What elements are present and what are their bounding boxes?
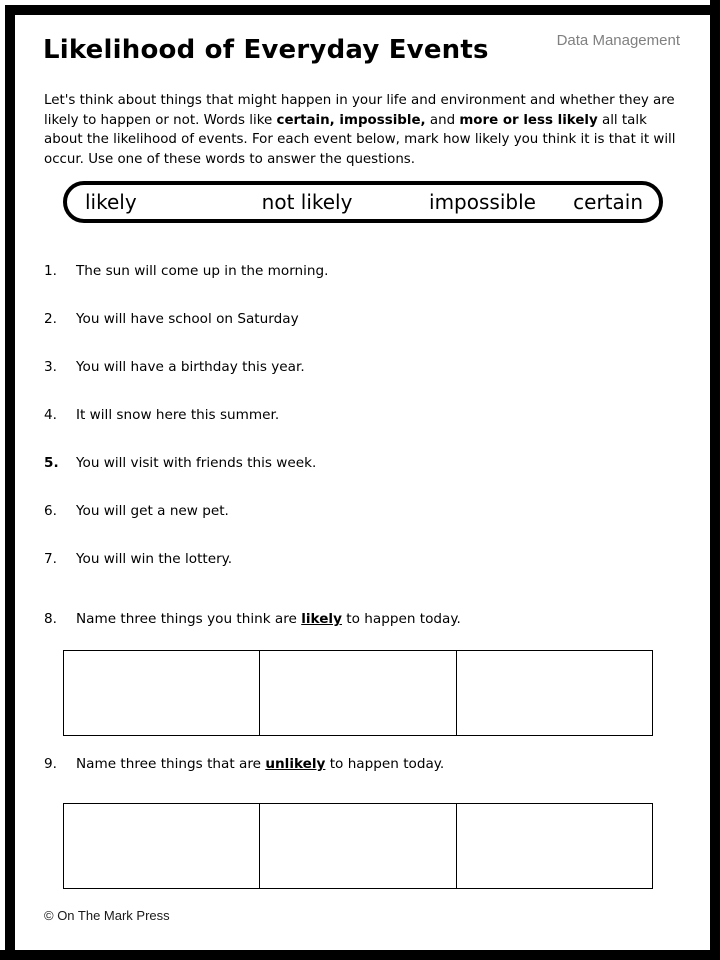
question-number-2: 2. xyxy=(44,311,57,327)
word-bank-list xyxy=(67,190,659,214)
question-item-3 xyxy=(44,359,684,407)
word-bank-box xyxy=(63,181,663,223)
answer-table-9 xyxy=(63,803,653,889)
question-number-5: 5. xyxy=(44,455,59,471)
intro-paragraph xyxy=(44,91,689,169)
worksheet-sheet xyxy=(15,15,710,950)
question-text-7: You will win the lottery. xyxy=(76,551,233,567)
question-item-1 xyxy=(44,263,684,311)
question-text-6: You will get a new pet. xyxy=(76,503,229,519)
prompt-text-8 xyxy=(76,611,461,627)
answer-cell[interactable] xyxy=(260,651,456,735)
intro-bold-terms-1: certain, impossible, xyxy=(276,112,426,128)
prompt-number-8: 8. xyxy=(44,611,57,627)
question-item-4 xyxy=(44,407,684,455)
prompt-9-after: to happen today. xyxy=(325,756,445,772)
question-text-5: You will visit with friends this week. xyxy=(76,455,317,471)
question-text-4: It will snow here this summer. xyxy=(76,407,280,423)
answer-cell[interactable] xyxy=(457,651,652,735)
question-item-7 xyxy=(44,551,684,599)
question-text-2: You will have school on Saturday xyxy=(76,311,299,327)
prompt-8-before: Name three things you think are xyxy=(76,611,302,627)
question-item-5 xyxy=(44,455,684,503)
page-border-bottom xyxy=(0,950,720,960)
word-bank-item-impossible: impossible xyxy=(429,190,536,214)
word-bank-item-likely: likely xyxy=(85,190,137,214)
question-number-3: 3. xyxy=(44,359,57,375)
prompt-8-emphasis: likely xyxy=(301,611,342,627)
intro-text-part2: and xyxy=(425,112,460,128)
footer-copyright: © On The Mark Press xyxy=(44,908,170,923)
word-bank-item-certain: certain xyxy=(573,190,643,214)
page-border-right xyxy=(710,0,720,960)
answer-cell[interactable] xyxy=(457,804,652,888)
question-number-7: 7. xyxy=(44,551,57,567)
word-bank-item-not-likely: not likely xyxy=(261,190,353,214)
question-text-3: You will have a birthday this year. xyxy=(76,359,305,375)
answer-cell[interactable] xyxy=(64,804,260,888)
prompt-8-after: to happen today. xyxy=(341,611,461,627)
answer-table-8 xyxy=(63,650,653,736)
answer-cell[interactable] xyxy=(64,651,260,735)
page-title: Likelihood of Everyday Events xyxy=(43,35,489,65)
prompt-number-9: 9. xyxy=(44,756,57,772)
intro-bold-terms-2: more or less likely xyxy=(459,112,598,128)
intro-text-part1: Let's think about things that might happen in your life and environment and whether they are likely to happen or not. Words like xyxy=(44,93,675,128)
prompt-9-before: Name three things that are xyxy=(76,756,266,772)
question-number-4: 4. xyxy=(44,407,57,423)
prompt-text-9 xyxy=(76,756,444,772)
prompt-9-emphasis: unlikely xyxy=(265,756,326,772)
question-number-1: 1. xyxy=(44,263,57,279)
question-list xyxy=(44,263,684,599)
answer-cell[interactable] xyxy=(260,804,456,888)
question-item-6 xyxy=(44,503,684,551)
question-number-6: 6. xyxy=(44,503,57,519)
question-item-2 xyxy=(44,311,684,359)
worksheet-header xyxy=(15,15,710,71)
intro-text-part3: all talk about the likelihood of events. For each event below, mark how likely you think it is that it will occur. Use one of these words to answer the questions. xyxy=(44,112,676,167)
strand-label: Data Management xyxy=(556,32,680,49)
question-text-1: The sun will come up in the morning. xyxy=(76,263,329,279)
